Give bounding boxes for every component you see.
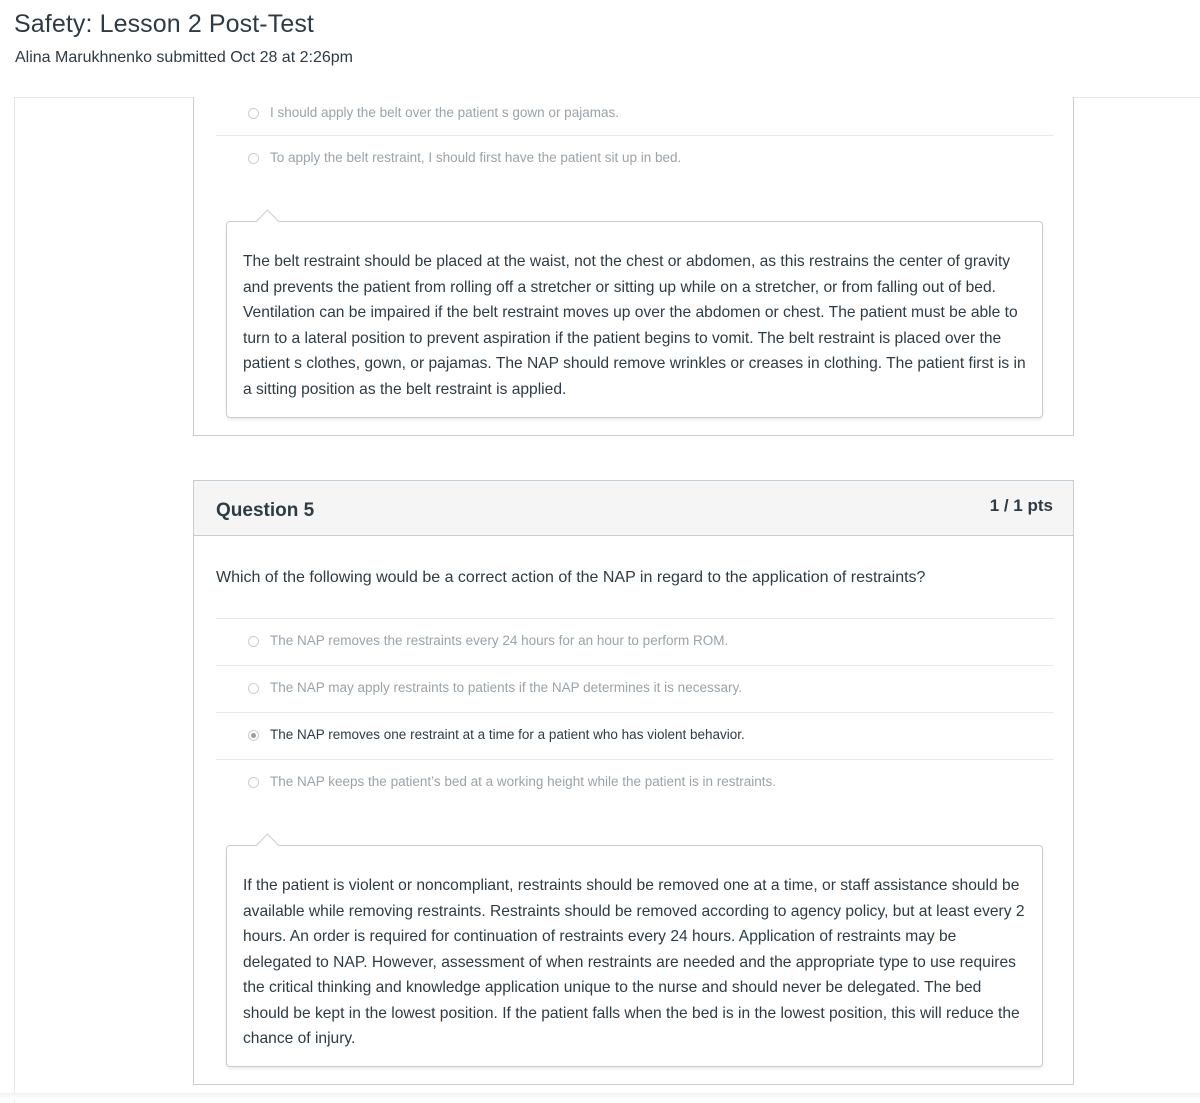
radio-button-checked[interactable]: [248, 730, 259, 741]
radio-button[interactable]: [248, 153, 259, 164]
answer-label: The NAP may apply restraints to patients if the NAP determines it is necessary.: [270, 680, 742, 695]
answer-option[interactable]: [216, 665, 1054, 712]
feedback-text: The belt restraint should be placed at the waist, not the chest or abdomen, as this restrains the center of gravity and prevents the patient from rolling off a stretcher or sitting up while on a stretcher, or from falling out of bed. Ventilation can be impaired if the belt restraint moves up over the abdomen or chest. The patient must be able to turn to a lateral position to prevent aspiration if the patient begins to vomit. The belt restraint is placed over the patient s clothes, gown, or pajamas. The NAP should remove wrinkles or creases in clothing. The patient first is in a sitting position as the belt restraint is applied.: [243, 253, 1026, 398]
feedback-text: If the patient is violent or noncompliant, restraints should be removed one at a time, or staff assistance should be available while removing restraints. Restraints should be removed according to agency policy, but at least every 2 hours. An order is required for continuation of restraints every 24 hours. Application of restraints may be delegated to NAP. However, assessment of when restraints are needed and the appropriate type to use requires the critical thinking and knowledge application unique to the nurse and should never be delegated. The bed should be kept in the lowest position. If the patient falls when the bed is in the lowest position, this will reduce the chance of injury.: [243, 877, 1025, 1047]
question-card-previous: [193, 97, 1074, 436]
answer-option[interactable]: [216, 759, 1054, 806]
answer-option-selected[interactable]: [216, 712, 1054, 759]
question-card-5: [193, 480, 1074, 1085]
question-name: Question 5: [216, 500, 315, 521]
submission-info: Alina Marukhnenko submitted Oct 28 at 2:26pm: [15, 49, 353, 66]
radio-button[interactable]: [248, 636, 259, 647]
page-bottom-shadow: [0, 1093, 1200, 1099]
radio-button[interactable]: [248, 683, 259, 694]
answer-label: The NAP keeps the patient’s bed at a working height while the patient is in restraints.: [270, 774, 777, 789]
radio-button[interactable]: [248, 777, 259, 788]
answer-feedback: [226, 845, 1043, 1067]
answer-option[interactable]: [216, 91, 1054, 138]
answer-label: I should apply the belt over the patient s gown or pajamas.: [270, 105, 619, 120]
page-title: Safety: Lesson 2 Post-Test: [14, 10, 314, 38]
question-points: 1 / 1 pts: [989, 496, 1053, 515]
answer-label: The NAP removes the restraints every 24 hours for an hour to perform ROM.: [270, 633, 729, 648]
content-left-border: [14, 97, 15, 1103]
question-text: Which of the following would be a correct action of the NAP in regard to the application of restraints?: [216, 569, 926, 586]
answer-label: The NAP removes one restraint at a time for a patient who has violent behavior.: [270, 727, 745, 742]
answer-feedback: [226, 221, 1043, 418]
question-header: [194, 481, 1073, 536]
radio-button[interactable]: [248, 108, 259, 119]
answer-option[interactable]: [216, 618, 1054, 665]
answer-label: To apply the belt restraint, I should first have the patient sit up in bed.: [270, 150, 682, 165]
answer-option[interactable]: [216, 135, 1054, 182]
